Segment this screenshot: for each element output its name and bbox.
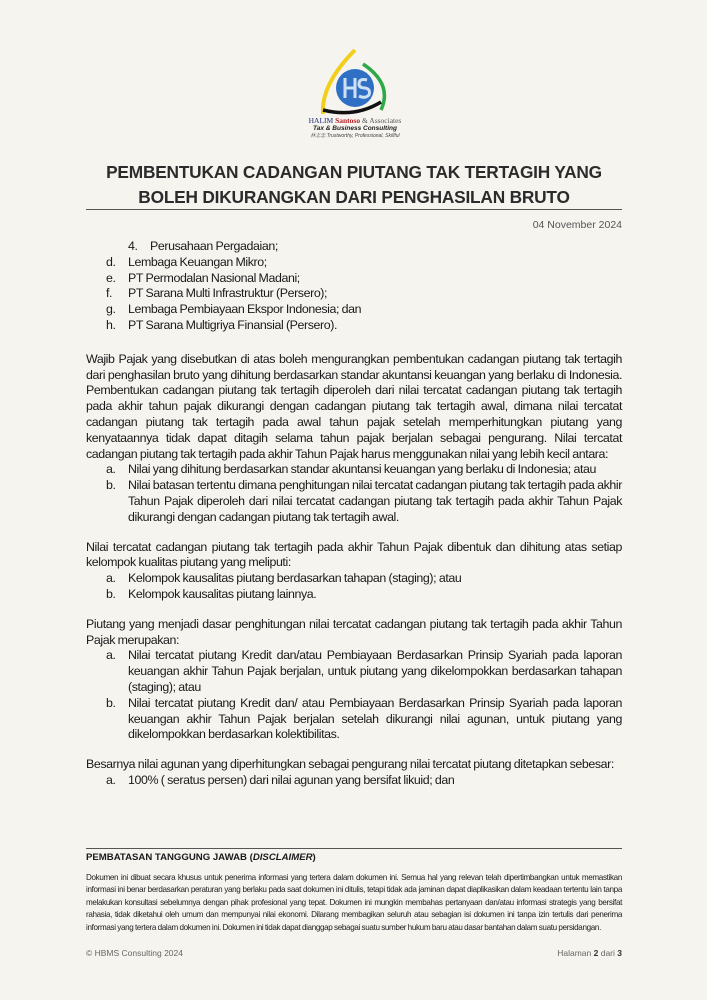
disclaimer	[86, 848, 622, 934]
page-title	[86, 160, 622, 210]
company-logo	[300, 44, 410, 150]
document-body	[86, 239, 622, 789]
disclaimer-title: PEMBATASAN TANGGUNG JAWAB (DISCLAIMER)	[86, 851, 316, 863]
paragraph: Piutang yang menjadi dasar penghitungan nilai tercatat cadangan piutang tak tertagih pada akhir Tahun Pajak merupakan:	[86, 616, 622, 647]
copyright: © HBMS Consulting 2024	[86, 948, 183, 958]
logo-tagline: Tax & Business Consulting	[313, 125, 397, 132]
list-item: e. PT Permodalan Nasional Madani;	[106, 270, 300, 285]
list-item: d. Lembaga Keuangan Mikro;	[106, 254, 267, 269]
page-footer	[86, 948, 622, 959]
logo-brand: HALIM Santoso & Associates	[308, 116, 402, 125]
paragraph: Besarnya nilai agunan yang diperhitungkan sebagai pengurang nilai tercatat piutang ditetapkan sebesar:	[86, 757, 614, 772]
list-item: a. Nilai tercatat piutang Kredit dan/atau Pembiayaan Berdasarkan Prinsip Syariah pada laporan keuangan akhir Tahun Pajak berjalan, untuk piutang yang dikelompokkan berdasarkan tahapan (staging); atau	[106, 648, 622, 694]
title-divider	[86, 209, 622, 210]
logo-motto: 林志忠 Trustworthy, Professional, Skillful	[310, 133, 400, 139]
list-item: b. Nilai batasan tertentu dimana penghitungan nilai tercatat cadangan piutang tak tertagih pada akhir Tahun Pajak diperoleh dari nilai tercatat cadangan piutang tak tertagih pada akhir Tahun Pajak dikurangi dengan cadangan piutang tak tertagih awal.	[106, 478, 622, 524]
list-item: b. Kelompok kausalitas piutang lainnya.	[106, 586, 317, 601]
list-item: f. PT Sarana Multi Infrastruktur (Persero);	[106, 286, 328, 301]
list-item: a. Kelompok kausalitas piutang berdasarkan tahapan (staging); atau	[106, 571, 462, 586]
list-item: 4. Perusahaan Pergadaian;	[128, 239, 278, 253]
list-item: a. 100% ( seratus persen) dari nilai agunan yang bersifat likuid; dan	[106, 772, 455, 787]
paragraph: Wajib Pajak yang disebutkan di atas boleh mengurangkan pembentukan cadangan piutang tak tertagih dari penghasilan bruto yang dihitung berdasarkan standar akuntansi keuangan yang berlaku di Indonesia. Pembentukan cadangan piutang tak tertagih diperoleh dari nilai tercatat cadangan piutang tak tertagih pada akhir tahun pajak dikurangi dengan cadangan piutang tak tertagih awal, dimana nilai tercatat cadangan piutang tak tertagih pada awal tahun pajak setelah memperhitungkan piutang yang kenyataannya tidak dapat ditagih selama tahun pajak berjalan sebagai pengurang. Nilai tercatat cadangan piutang tak tertagih pada akhir Tahun Pajak harus menggunakan nilai yang lebih kecil antara:	[86, 351, 622, 461]
logo-emblem-icon	[315, 44, 395, 118]
list-item: b. Nilai tercatat piutang Kredit dan/ atau Pembiayaan Berdasarkan Prinsip Syariah pada laporan keuangan akhir Tahun Pajak berjalan setelah dikurangi nilai agunan, untuk piutang yang dikelompokkan berdasarkan kolektibilitas.	[106, 695, 622, 742]
list-item: g. Lembaga Pembiayaan Ekspor Indonesia; dan	[106, 302, 362, 317]
list-item: a. Nilai yang dihitung berdasarkan standar akuntansi keuangan yang berlaku di Indonesia; atau	[106, 462, 596, 477]
page-number: Halaman 2 dari 3	[557, 948, 622, 958]
disclaimer-text: Dokumen ini dibuat secara khusus untuk penerima informasi yang tertera dalam dokumen ini. Semua hal yang relevan telah dipertimbangkan untuk memastikan informasi ini benar berdasarkan peraturan yang berlaku pada saat dokumen ini ditulis, tetapi tidak ada jaminan dapat diaplikasikan dalam keadaan tertentu lain tanpa melakukan konsultasi sebelumnya dengan pihak profesional yang tepat. Dokumen ini mungkin membahas pertanyaan dan/atau informasi strategis yang bersifat rahasia, tidak diketahui oleh umum dan mempunyai nilai ekonomi. Dilarang membagikan seluruh atau sebagian isi dokumen ini tanpa izin tertulis dari penerima informasi yang tertera dalam dokumen ini. Dokumen ini tidak dapat dianggap sebagai suatu sumber hukum baru atau dasar bantahan dalam suatu persidangan.	[86, 872, 622, 932]
document-date: 04 November 2024	[532, 219, 622, 231]
page-content	[86, 239, 622, 959]
paragraph: Nilai tercatat cadangan piutang tak tertagih pada akhir Tahun Pajak dibentuk dan dihitung atas setiap kelompok kualitas piutang yang meliputi:	[86, 539, 622, 570]
title-line-2: BOLEH DIKURANGKAN DARI PENGHASILAN BRUTO	[138, 187, 570, 207]
institution-list	[86, 239, 622, 334]
list-item: h. PT Sarana Multigriya Finansial (Persero).	[106, 317, 338, 332]
title-line-1: PEMBENTUKAN CADANGAN PIUTANG TAK TERTAGIH YANG	[106, 162, 602, 182]
